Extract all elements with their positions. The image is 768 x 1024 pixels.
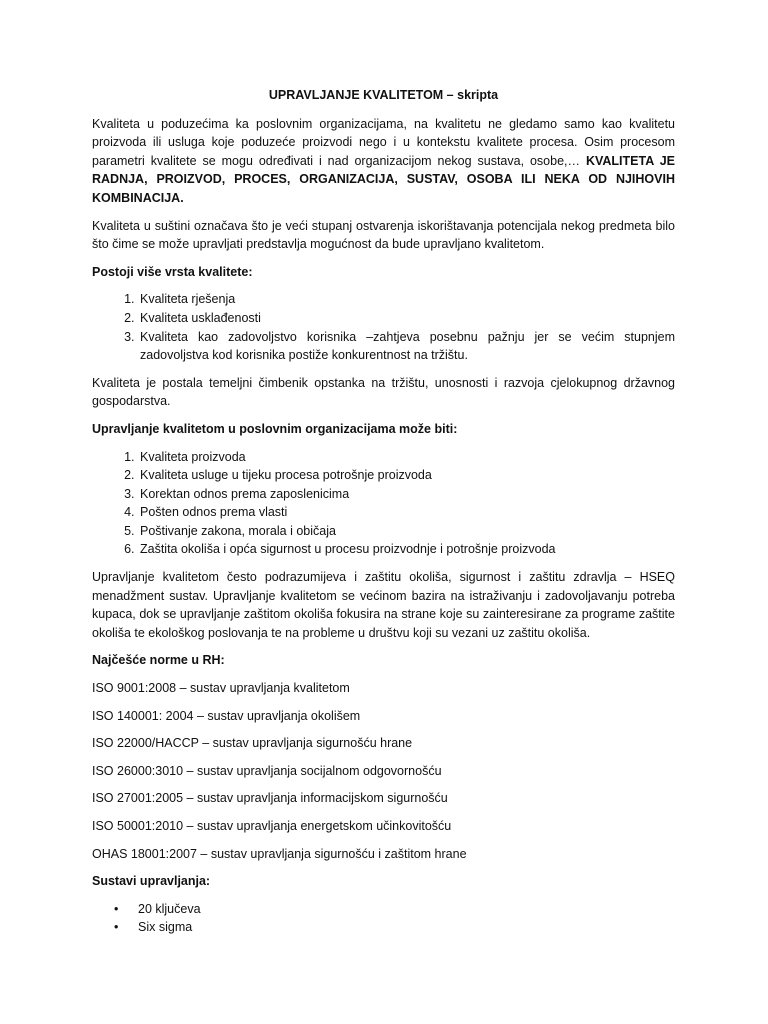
list-item-label: Six sigma xyxy=(138,920,193,935)
norm-item: ISO 27001:2005 – sustav upravljanja informacijskom sigurnošću xyxy=(92,791,448,806)
paragraph-market: Kvaliteta je postala temeljni čimbenik opstanka na tržištu, unosnosti i razvoja cjelokupnog državnog gospodarstva. xyxy=(92,375,675,409)
list-quality-types xyxy=(92,290,675,364)
list-item: 2. Kvaliteta usluge u tijeku procesa potrošnje proizvoda xyxy=(138,466,675,485)
list-item: 4. Pošten odnos prema vlasti xyxy=(138,503,675,522)
list-item: 5. Poštivanje zakona, morala i običaja xyxy=(138,522,675,541)
list-systems xyxy=(92,900,675,937)
norm-item: ISO 50001:2010 – sustav upravljanja energetskom učinkovitošću xyxy=(92,819,452,833)
list-item: 2. Kvaliteta usklađenosti xyxy=(138,309,675,328)
list-item: 1. Kvaliteta rješenja xyxy=(138,290,675,309)
norm-item: OHAS 18001:2007 – sustav upravljanja sigurnošću i zaštitom hrane xyxy=(92,846,467,861)
list-item-label: 20 ključeva xyxy=(138,901,201,916)
norm-item: ISO 26000:3010 – sustav upravljanja socijalnom odgovornošću xyxy=(92,763,442,778)
heading-norms: Najčešće norme u RH: xyxy=(92,653,225,668)
paragraph-intro-text: Kvaliteta u poduzećima ka poslovnim organizacijama, na kvalitetu ne gledamo samo kao kvalitetu proizvoda ili usluga koje poduzeće proizvodi nego i u kontekstu kvalitete procesa. Osim procesom parametri kvalitete se mogu određivati i nad organizacijom nekog sustava, osobe,… xyxy=(92,116,675,168)
list-item: 3. Korektan odnos prema zaposlenicima xyxy=(138,485,675,504)
paragraph-intro-bold: KVALITETA JE RADNJA, PROIZVOD, PROCES, ORGANIZACIJA, SUSTAV, OSOBA ILI NEKA OD NJIHOVIH KOMBINACIJA. xyxy=(92,153,675,205)
list-item: 3. Kvaliteta kao zadovoljstvo korisnika –zahtjeva posebnu pažnju jer se većim stupnjem zadovoljstva kod korisnika postiže konkurentnost na tržištu. xyxy=(138,328,675,365)
heading-systems: Sustavi upravljanja: xyxy=(92,874,211,889)
heading-management: Upravljanje kvalitetom u poslovnim organizacijama može biti: xyxy=(92,421,458,436)
paragraph-intro xyxy=(92,115,675,208)
paragraph-definition: Kvaliteta u suštini označava što je veći stupanj ostvarenja iskorištavanja potencijala nekog predmeta bilo što čime se može upravljati predstavlja mogućnost da bude upravljano kvalitetom. xyxy=(92,218,675,252)
list-item xyxy=(114,918,675,937)
norm-item: ISO 9001:2008 – sustav upravljanja kvalitetom xyxy=(92,681,350,696)
bullet-icon: • xyxy=(114,920,119,935)
norm-item: ISO 140001: 2004 – sustav upravljanja okolišem xyxy=(92,708,361,723)
list-item xyxy=(114,900,675,919)
list-item: 1. Kvaliteta proizvoda xyxy=(138,448,675,467)
norm-item: ISO 22000/HACCP – sustav upravljanja sigurnošću hrane xyxy=(92,736,413,751)
list-item: 6. Zaštita okoliša i opća sigurnost u procesu proizvodnje i potrošnje proizvoda xyxy=(138,540,675,559)
paragraph-hseq: Upravljanje kvalitetom često podrazumijeva i zaštitu okoliša, sigurnost i zaštitu zdravlja – HSEQ menadžment sustav. Upravljanje kvalitetom se većinom bazira na istraživanju i zadovoljavanju potreba kupaca, dok se upravljanje zaštitom okoliša fokusira na strane koje su zainteresirane za programe zaštite okoliša te ekološkog poslovanja te na probleme u društvu koji su vezani uz zaštitu okoliša. xyxy=(92,570,675,640)
document-title: UPRAVLJANJE KVALITETOM – skripta xyxy=(268,88,499,102)
bullet-icon: • xyxy=(114,901,119,916)
heading-quality-types: Postoji više vrsta kvalitete: xyxy=(92,264,253,279)
list-management xyxy=(92,448,675,560)
